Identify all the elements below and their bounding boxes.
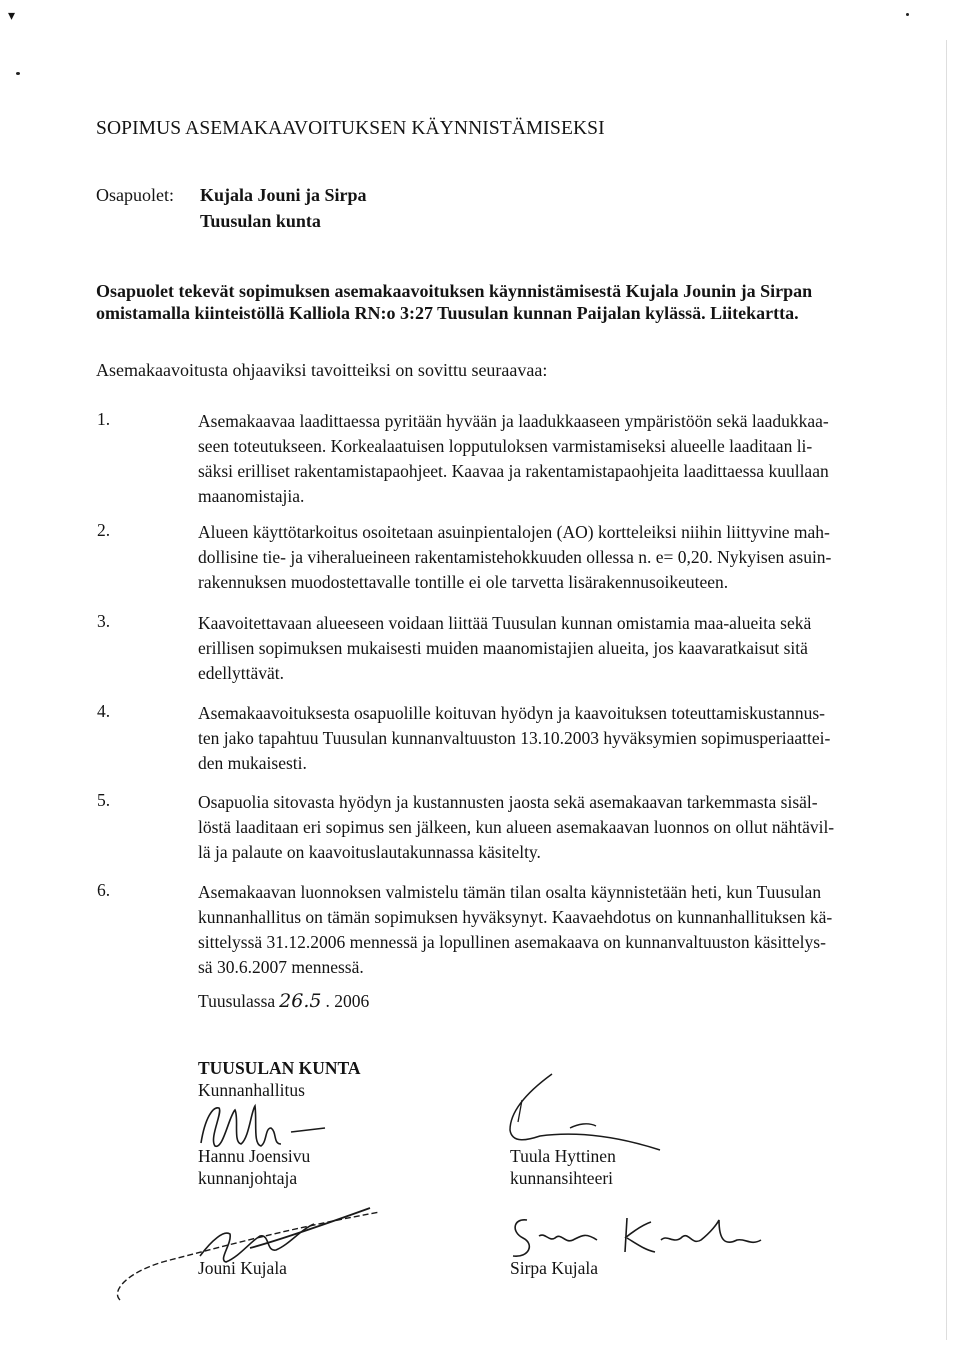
date-year: . 2006 (325, 991, 370, 1011)
item-text (198, 790, 898, 865)
item-text (198, 880, 898, 980)
party-1: Kujala Jouni ja Sirpa (200, 185, 367, 205)
objectives-intro: Asemakaavoitusta ohjaaviksi tavoitteiksi on sovittu seuraavaa: (96, 360, 548, 380)
item-line: maanomistajia. (198, 486, 305, 506)
item-line: sittelyssä 31.12.2006 mennessä ja lopullinen asemakaava on kunnanvaltuuston käsittelys- (198, 932, 826, 952)
item-line: rakennuksen muodostettavalle tontille ei ole tarvetta lisärakennusoikeuteen. (198, 572, 729, 592)
signer-jouni-name: Jouni Kujala (198, 1258, 287, 1278)
item-line: kunnanhallitus on tämän sopimuksen hyväksynyt. Kaavaehdotus on kunnanhallituksen kä- (198, 907, 833, 927)
item-line: Osapuolia sitovasta hyödyn ja kustannusten jaosta sekä asemakaavan tarkemmasta sisäl- (198, 792, 818, 812)
item-line: säksi erilliset rakentamistapaohjeet. Kaavaa ja rakentamistapaohjeita laadittaessa kuullaan (198, 461, 829, 481)
party-2: Tuusulan kunta (200, 211, 321, 231)
org-name: TUUSULAN KUNTA (198, 1058, 361, 1078)
document-title: SOPIMUS ASEMAKAAVOITUKSEN KÄYNNISTÄMISEKSI (96, 118, 605, 139)
item-line: sä 30.6.2007 mennessä. (198, 957, 364, 977)
signer-hannu-name: Hannu Joensivu (198, 1146, 311, 1166)
item-line: dollisine tie- ja viheralueineen rakentamistehokkuuden ollessa n. e= 0,20. Nykyisen asuin- (198, 547, 832, 567)
item-number: 6. (97, 880, 111, 900)
intro-line-2: omistamalla kiinteistöllä Kalliola RN:o 3:27 Tuusulan kunnan Paijalan kylässä. Liitekartta. (96, 303, 799, 323)
item-line: ten jako tapahtuu Tuusulan kunnanvaltuuston 13.10.2003 hyväksymien sopimusperiaattei- (198, 728, 831, 748)
item-line: den mukaisesti. (198, 753, 307, 773)
item-number: 2. (97, 520, 111, 540)
item-line: Asemakaavaa laadittaessa pyritään hyvään ja laadukkaaseen ympäristöön sekä laadukkaa- (198, 411, 829, 431)
signer-tuula-title: kunnansihteeri (510, 1168, 614, 1188)
item-line: Kaavoitettavaan alueeseen voidaan liittää Tuusulan kunnan omistamia maa-alueita sekä (198, 613, 812, 633)
item-line: Asemakaavan luonnoksen valmistelu tämän tilan osalta käynnistetään heti, kun Tuusulan (198, 882, 822, 902)
signer-tuula-name: Tuula Hyttinen (510, 1146, 616, 1166)
item-text (198, 611, 898, 686)
org-body: Kunnanhallitus (198, 1080, 305, 1100)
date-place: Tuusulassa (198, 991, 276, 1011)
item-line: edellyttävät. (198, 663, 285, 683)
item-number: 1. (97, 409, 111, 429)
scan-mark: ▾ (8, 9, 16, 24)
intro-line-1: Osapuolet tekevät sopimuksen asemakaavoituksen käynnistämisestä Kujala Jounin ja Sirpan (96, 281, 813, 301)
signer-hannu-title: kunnanjohtaja (198, 1168, 298, 1188)
signature-jouni (100, 1200, 400, 1310)
scan-edge-line (946, 40, 947, 1340)
item-line: seen toteutukseen. Korkealaatuisen lopputuloksen varmistamiseksi alueelle laaditaan li- (198, 436, 813, 456)
item-line: löstä laaditaan eri sopimus sen jälkeen, kun alueen asemakaavan luonnos on ollut nähtävil- (198, 817, 835, 837)
item-text (198, 520, 898, 595)
item-number: 4. (97, 701, 111, 721)
item-line: Alueen käyttötarkoitus osoitetaan asuinpientalojen (AO) kortteleiksi niihin liittyvine mah- (198, 522, 830, 542)
scan-speck (906, 13, 909, 16)
item-line: erillisen sopimuksen mukaisesti muiden maanomistajien alueita, jos kaavaratkaisut sitä (198, 638, 808, 658)
item-number: 3. (97, 611, 111, 631)
handwritten-date: 26.5 (279, 990, 322, 1012)
date-line (198, 990, 369, 1012)
item-number: 5. (97, 790, 111, 810)
item-text (198, 409, 898, 509)
item-text (198, 701, 898, 776)
parties-label: Osapuolet: (96, 185, 174, 205)
scan-speck (16, 72, 20, 75)
signer-sirpa-name: Sirpa Kujala (510, 1258, 598, 1278)
item-line: lä ja palaute on kaavoituslautakunnassa käsitelty. (198, 842, 541, 862)
item-line: Asemakaavoituksesta osapuolille koituvan hyödyn ja kaavoituksen toteuttamiskustannus- (198, 703, 825, 723)
